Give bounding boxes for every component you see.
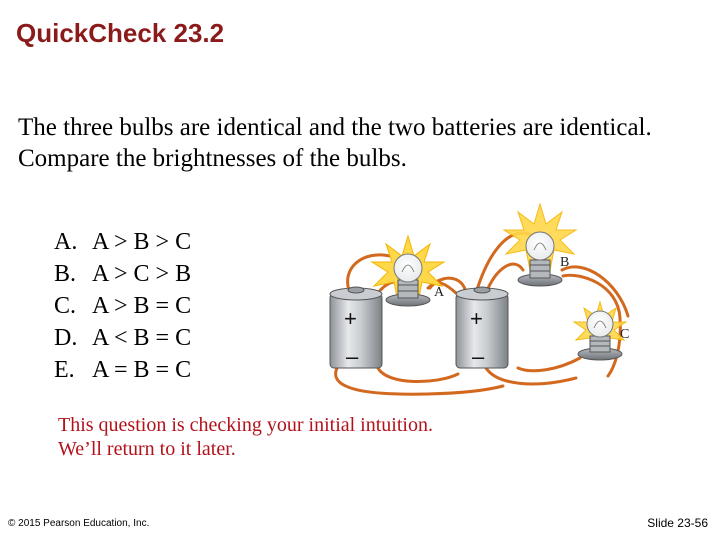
- circuit-figure: [318, 198, 650, 410]
- choice-text: A < B = C: [92, 325, 192, 351]
- choice-c: [54, 290, 191, 322]
- note-line-2: We’ll return to it later.: [58, 438, 236, 460]
- choice-text: A = B = C: [92, 357, 192, 383]
- choice-b: [54, 258, 191, 290]
- battery-plus-sign: +: [470, 306, 483, 331]
- battery-minus-sign: –: [346, 344, 359, 369]
- copyright-footer: © 2015 Pearson Education, Inc.: [8, 518, 150, 529]
- note-line-1: This question is checking your initial intuition.: [58, 414, 433, 436]
- battery-left: [330, 287, 382, 369]
- slide-title: QuickCheck 23.2: [16, 18, 225, 48]
- choice-a: [54, 226, 191, 258]
- question-text: The three bulbs are identical and the two batteries are identical. Compare the brightnesses of the bulbs.: [18, 114, 652, 172]
- choice-letter: D.: [54, 325, 78, 351]
- choice-text: A > B > C: [92, 229, 192, 255]
- bulb-b-label: B: [560, 255, 570, 270]
- intuition-note: [58, 413, 433, 461]
- slide-number: Slide 23-56: [647, 516, 708, 530]
- answer-choices: [54, 226, 191, 386]
- choice-letter: E.: [54, 357, 75, 383]
- choice-letter: C.: [54, 293, 77, 319]
- choice-text: A > C > B: [92, 261, 192, 287]
- battery-minus-sign: –: [472, 344, 485, 369]
- choice-d: [54, 322, 191, 354]
- choice-letter: B.: [54, 261, 77, 287]
- bulb-a-label: A: [434, 285, 445, 300]
- choice-text: A > B = C: [92, 293, 192, 319]
- battery-plus-sign: +: [344, 306, 357, 331]
- choice-e: [54, 354, 191, 386]
- bulb-c-label: C: [620, 327, 630, 342]
- battery-right: [456, 287, 508, 369]
- choice-letter: A.: [54, 229, 78, 255]
